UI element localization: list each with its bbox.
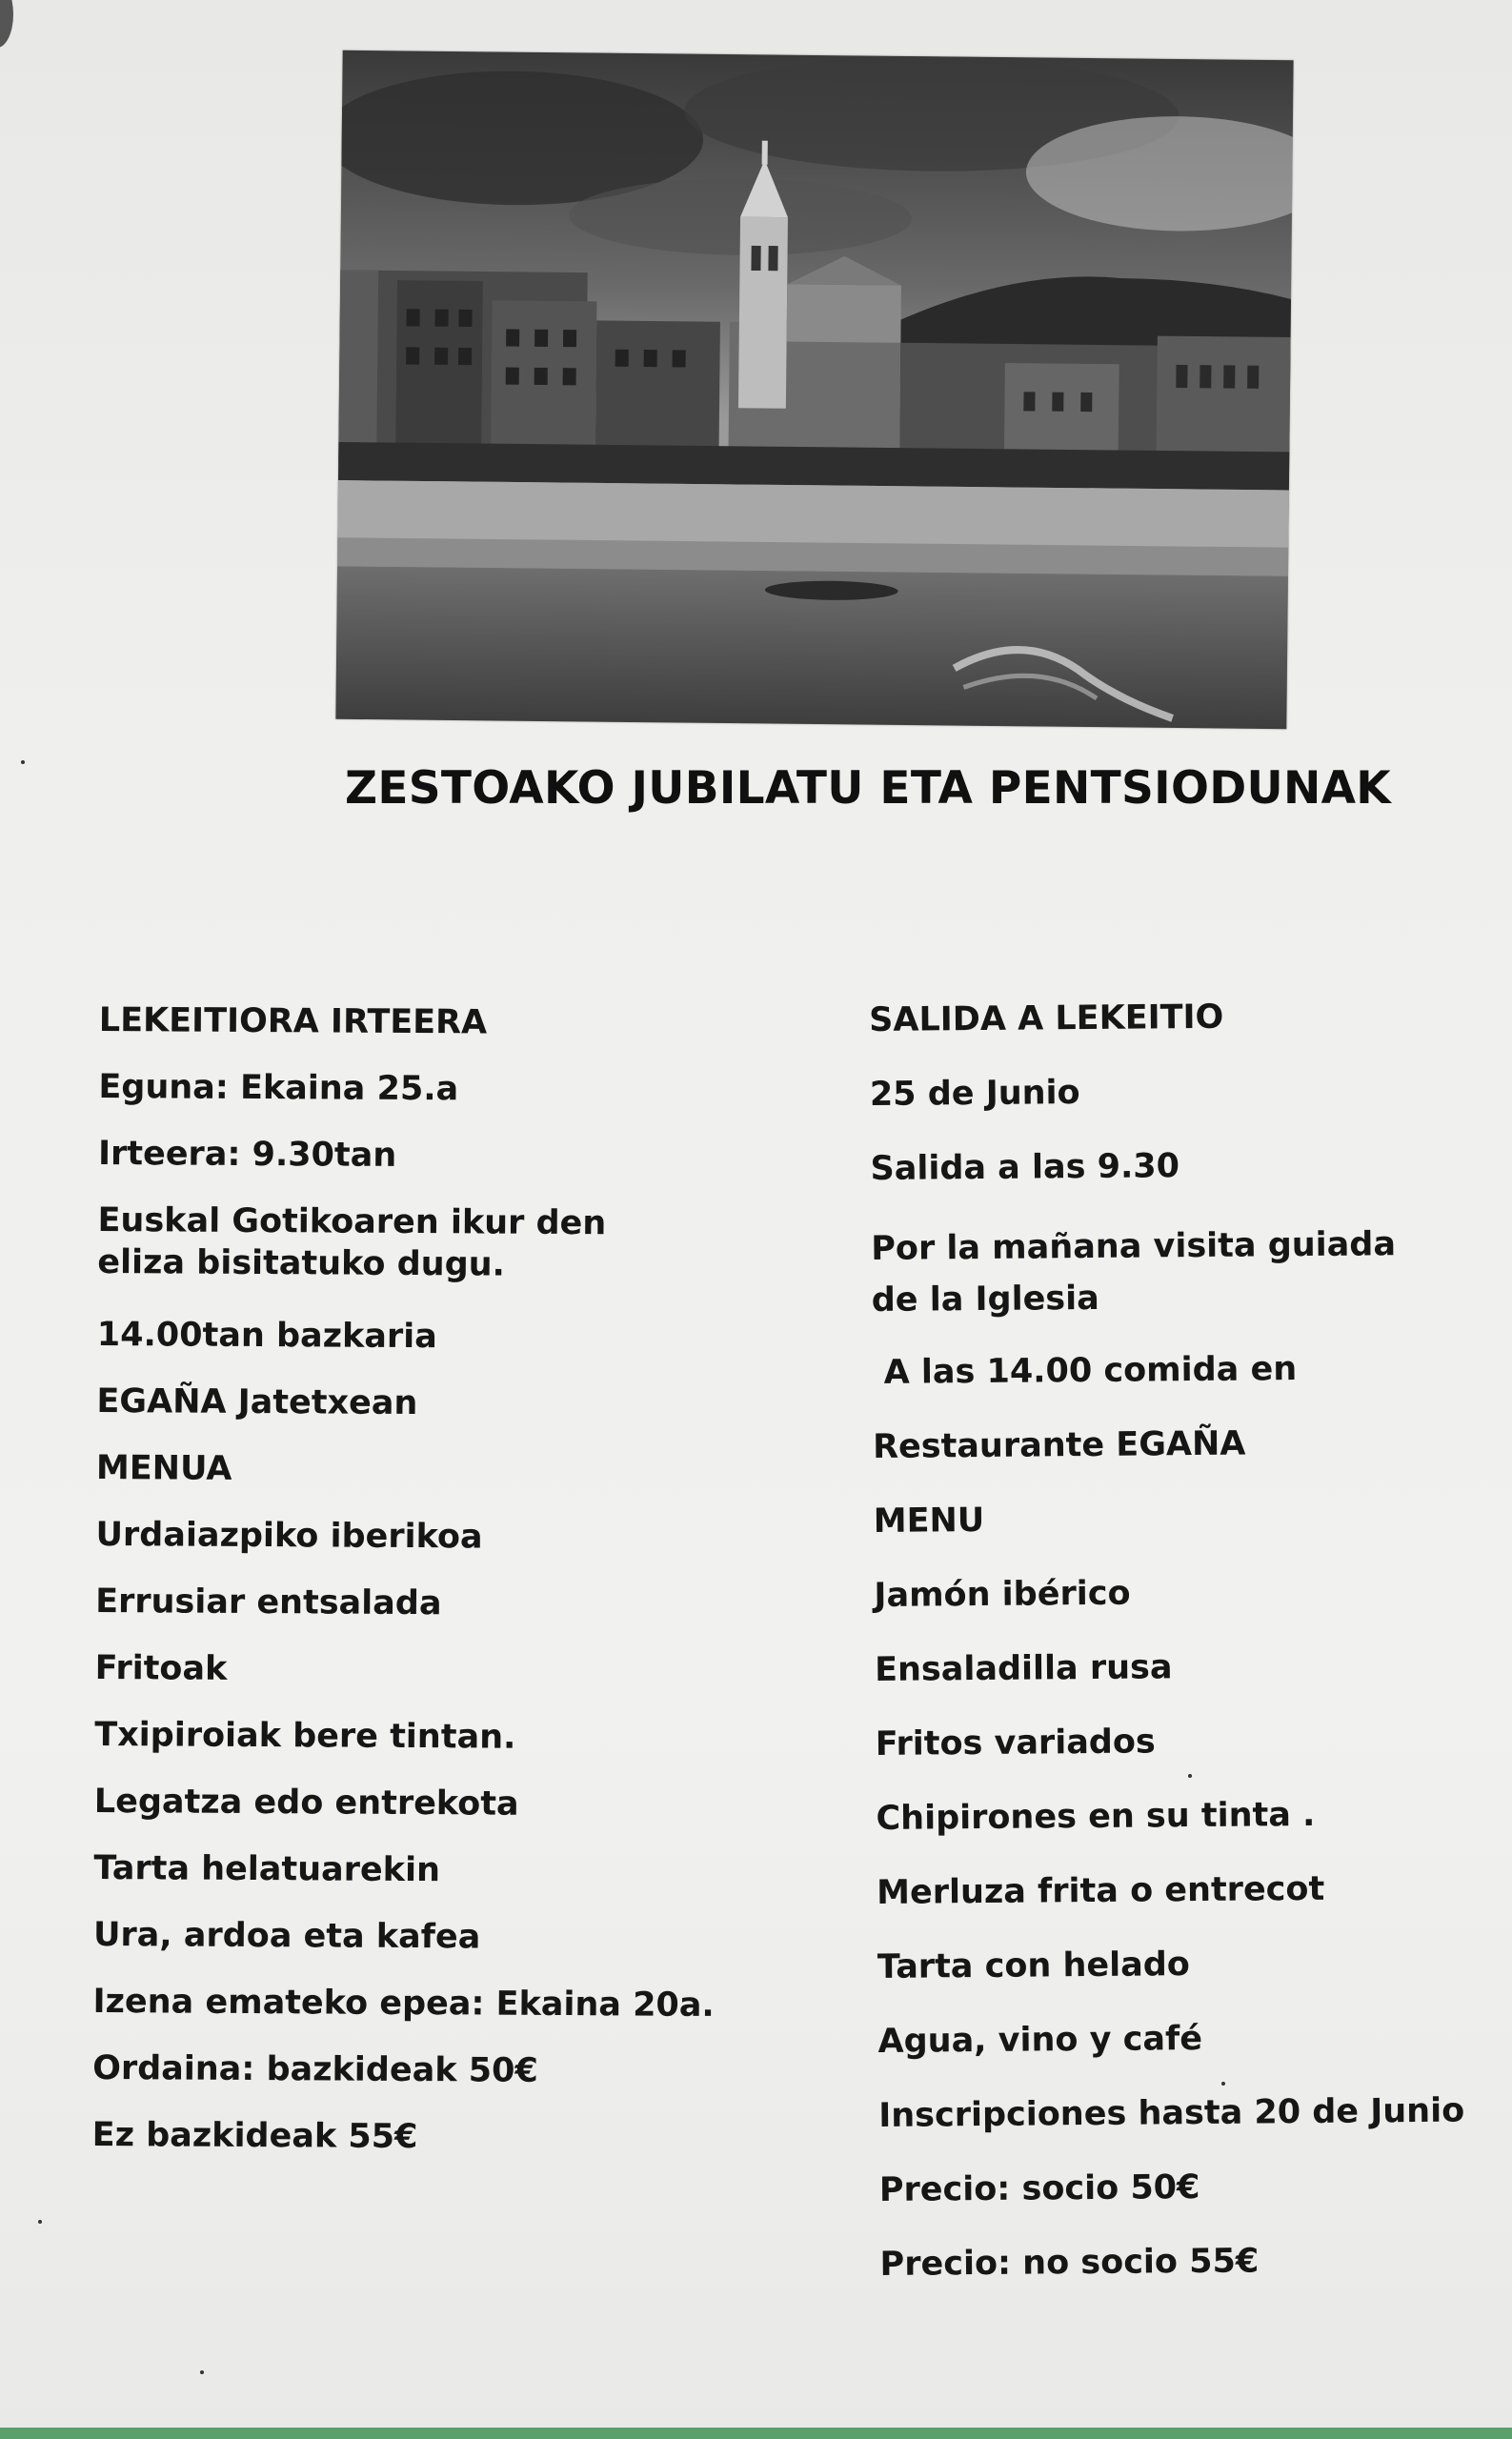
paper-speck bbox=[21, 760, 25, 764]
basque-menu-item: Ura, ardoa eta kafea bbox=[92, 1915, 481, 1957]
spanish-menu-item: Ensaladilla rusa bbox=[874, 1648, 1173, 1689]
background-edge bbox=[0, 2428, 1512, 2439]
spanish-menu-item: Merluza frita o entrecot bbox=[877, 1869, 1325, 1912]
basque-column bbox=[91, 1000, 766, 2157]
spanish-deadline: Inscripciones hasta 20 de Junio bbox=[878, 2091, 1465, 2135]
spanish-menu-item: Tarta con helado bbox=[877, 1945, 1191, 1986]
basque-visit: Euskal Gotikoaren ikur den eliza bisitatuko dugu. bbox=[97, 1200, 607, 1284]
spanish-departure: Salida a las 9.30 bbox=[870, 1147, 1180, 1188]
spanish-date: 25 de Junio bbox=[869, 1074, 1080, 1114]
basque-restaurant: EGAÑA Jatetxean bbox=[96, 1381, 418, 1423]
spanish-menu-item: Chipirones en su tinta . bbox=[876, 1795, 1316, 1838]
basque-deadline: Izena emateko epea: Ekaina 20a. bbox=[92, 1982, 715, 2025]
spanish-menu-item: Fritos variados bbox=[875, 1723, 1156, 1764]
spanish-price-non-members: Precio: no socio 55€ bbox=[879, 2242, 1260, 2284]
basque-menu-item: Fritoak bbox=[94, 1648, 228, 1688]
basque-lunch-time: 14.00tan bazkaria bbox=[96, 1315, 437, 1357]
lekeitio-church-photo-icon bbox=[335, 50, 1293, 729]
spanish-visit: Por la mañana visita guiada de la Iglesia bbox=[871, 1225, 1397, 1320]
spanish-price-members: Precio: socio 50€ bbox=[878, 2168, 1200, 2209]
corner-shadow bbox=[0, 0, 13, 48]
basque-departure: Irteera: 9.30tan bbox=[97, 1134, 397, 1175]
spanish-menu-label: MENU bbox=[873, 1501, 985, 1541]
paper-speck bbox=[1188, 1774, 1192, 1778]
spanish-lunch-time: A las 14.00 comida en bbox=[872, 1350, 1298, 1392]
basque-menu-item: Tarta helatuarekin bbox=[93, 1848, 441, 1890]
basque-menu-item: Errusiar entsalada bbox=[95, 1582, 442, 1623]
paper-speck bbox=[200, 2370, 204, 2374]
lekeitio-photo bbox=[335, 50, 1293, 729]
paper-speck bbox=[38, 2220, 42, 2224]
spanish-menu-item: Jamón ibérico bbox=[874, 1574, 1131, 1615]
basque-price-members: Ordaina: bazkideak 50€ bbox=[92, 2048, 538, 2090]
spanish-menu-item: Agua, vino y café bbox=[877, 2019, 1203, 2061]
basque-menu-item: Txipiroiak bere tintan. bbox=[94, 1715, 516, 1757]
paper-speck bbox=[1221, 2082, 1225, 2086]
basque-date: Eguna: Ekaina 25.a bbox=[98, 1067, 459, 1109]
basque-menu-item: Urdaiazpiko iberikoa bbox=[95, 1515, 483, 1557]
spanish-title: SALIDA A LEKEITIO bbox=[869, 998, 1224, 1039]
basque-price-non-members: Ez bazkideak 55€ bbox=[91, 2115, 418, 2157]
spanish-column bbox=[869, 996, 1465, 2284]
spanish-restaurant: Restaurante EGAÑA bbox=[872, 1424, 1246, 1466]
basque-menu-item: Legatza edo entrekota bbox=[93, 1782, 519, 1824]
page-title: ZESTOAKO JUBILATU ETA PENTSIODUNAK bbox=[345, 762, 1392, 815]
basque-title: LEKEITIORA IRTEERA bbox=[98, 1001, 488, 1042]
basque-menu-label: MENUA bbox=[95, 1448, 232, 1488]
